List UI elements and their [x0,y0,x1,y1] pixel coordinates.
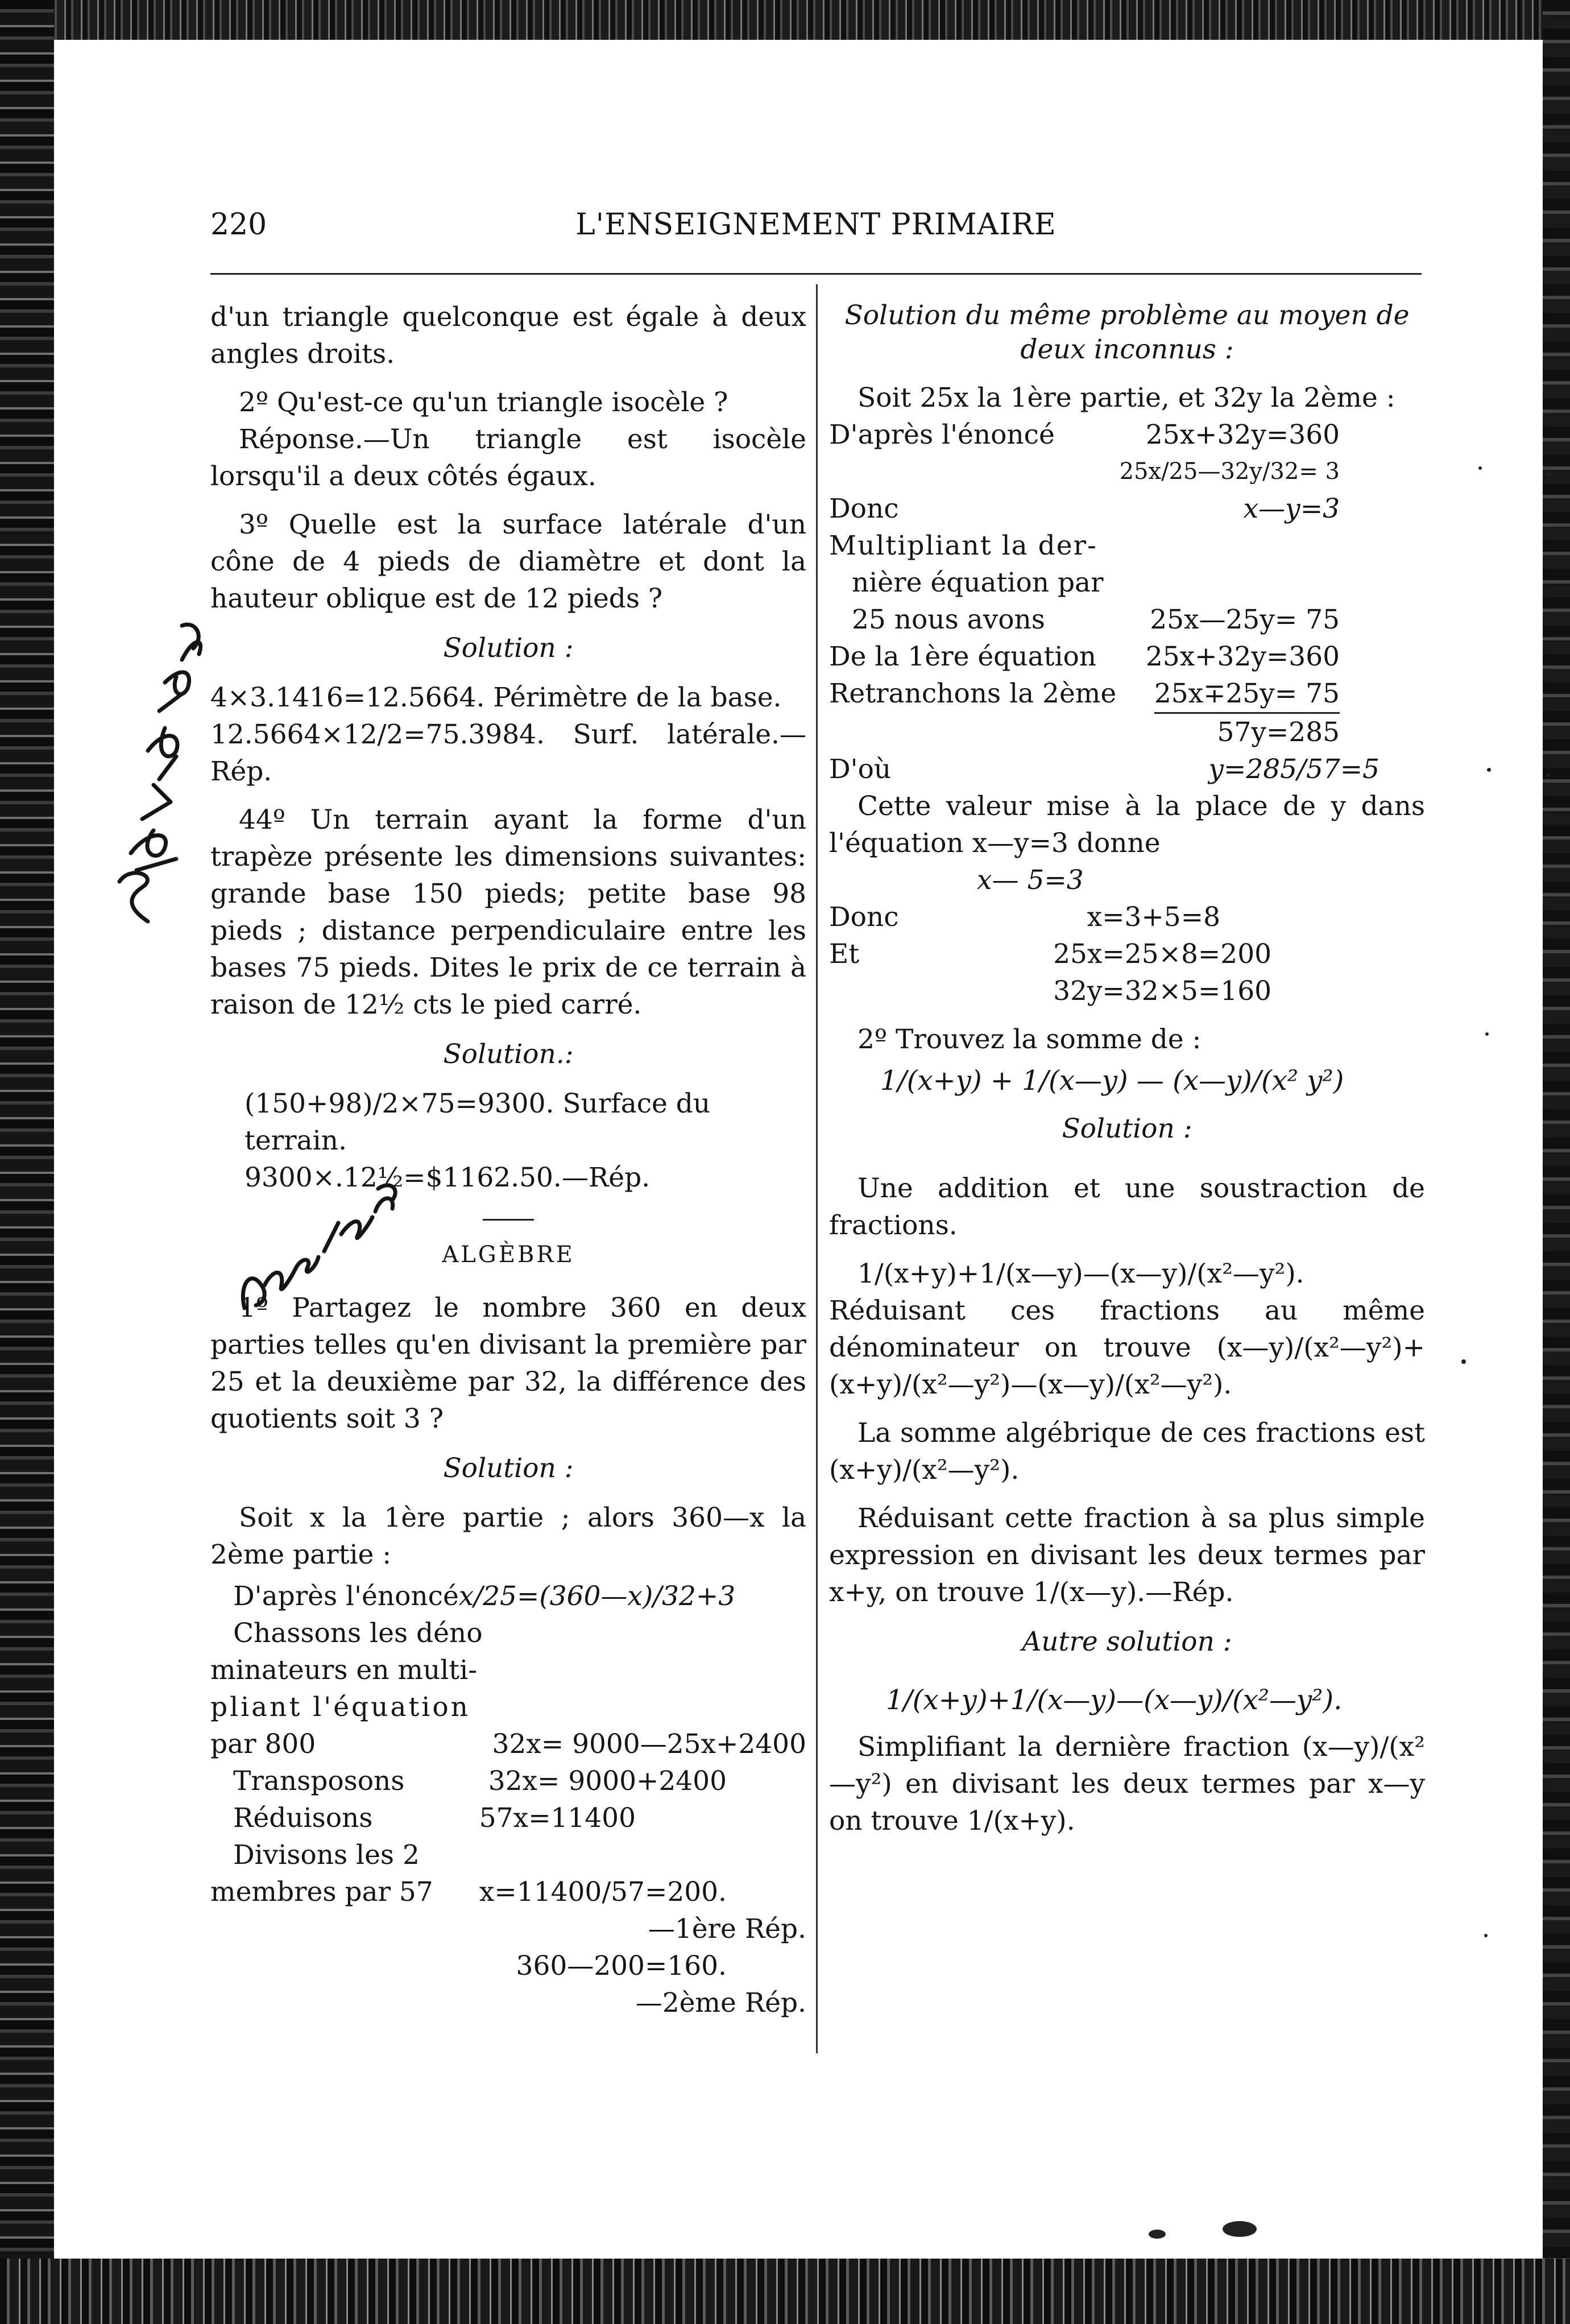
equation-label: Chassons les déno [233,1618,483,1649]
equation: 25x+32y=360 [1145,419,1340,450]
equation-label: Et [829,938,860,970]
equation: x=3+5=8 [1087,902,1220,933]
equation-row [829,899,1425,936]
equation: 32y=32×5=160 [1053,975,1271,1007]
answer-label: —2ème Rép. [635,1987,806,2019]
equation-label: Donc [829,902,899,933]
equation-row [829,936,1425,973]
equation-label: Retranchons la 2ème [829,678,1117,709]
equation: 32x= 9000+2400 [488,1765,727,1797]
equation-label: par 800 [210,1728,316,1760]
equation: y=285/57=5 [1208,754,1380,785]
ink-speck [1547,472,1551,477]
formula: 1/(x+y) + 1/(x—y) — (x—y)/(x² y²) [880,1065,1344,1097]
solution-heading: Autre solution : [1022,1626,1232,1657]
equation: x— 5=3 [977,865,1084,896]
solution-line: 9300×.12½=$1162.50.—Rép. [245,1162,651,1193]
formula: 1/(x+y)+1/(x—y)—(x—y)/(x²—y²). [886,1684,1343,1716]
ink-speck [1485,1032,1489,1036]
equation-label: membres par 57 [210,1876,433,1908]
handwritten-month-annotation [233,1172,404,1320]
page-header [210,208,1422,253]
equation-label: D'après l'énoncé [233,1581,459,1612]
running-title: L'ENSEIGNEMENT PRIMAIRE [575,208,1057,242]
equation-row [829,675,1425,714]
paragraph: La somme algébrique de ces fractions est (x+y)/(x²—y²). [829,1417,1425,1486]
equation-label: Réduisons [233,1802,373,1834]
ink-speck [1547,774,1550,777]
paragraph: d'un triangle quelconque est égale à deux angles droits. [210,301,806,370]
equation-row [210,1578,806,1615]
question-3: 3º Quelle est la surface latérale d'un cône de 4 pieds de diamètre et dont la hauteur oblique est de 12 pieds ? [210,509,806,614]
left-column [210,299,806,2021]
equation: 25x+32y=360 [1145,641,1340,672]
equation-label: nière équation par [852,567,1104,598]
ink-speck [1484,1934,1488,1937]
ink-speck [1461,1359,1466,1364]
equation-label: Divisons les 2 [233,1839,420,1871]
question-1: 1º Partagez le nombre 360 en deux parties telles qu'en divisant la première par 25 et la deuxième par 32, la différence des quotients soit 3 ? [210,1292,806,1434]
ink-speck [1478,466,1482,470]
equation: 360—200=160. [516,1950,727,1982]
equation: 57y=285 [1217,717,1340,748]
equation-label: De la 1ère équation [829,641,1097,672]
equation-row [829,416,1425,453]
equation: x=11400/57=200. [479,1876,727,1908]
section-title: ALGÈBRE [442,1242,575,1268]
solution-heading: Solution : [1062,1113,1192,1144]
equation-row [210,1800,806,1837]
scan-border-bottom [0,2259,1570,2324]
paragraph: Une addition et une soustraction de fractions. [829,1173,1425,1241]
equation-label: D'après l'énoncé [829,419,1055,450]
equation-row [210,1726,806,1763]
equation-row [829,751,1425,788]
separator-dash [483,1219,534,1221]
equation: 25x—25y= 75 [1150,604,1340,635]
page-number: 220 [210,208,267,242]
paragraph: Soit x la 1ère partie ; alors 360—x la 2ème partie : [210,1502,806,1570]
solution-heading: Solution du même problème au moyen de deux inconnus : [844,300,1410,365]
right-column [829,299,1425,1851]
answer-label: —1ère Rép. [648,1913,806,1945]
question-2: 2º Qu'est-ce qu'un triangle isocèle ? [239,387,728,418]
equation: 57x=11400 [479,1802,636,1834]
equation: 25x=25×8=200 [1053,938,1271,970]
paragraph: Réduisant cette fraction à sa plus simple expression en divisant les deux termes par x+y, on trouve 1/(x—y).—Rép. [829,1503,1425,1608]
equation: 25x∓25y= 75 [1154,675,1340,714]
question-44: 44º Un terrain ayant la forme d'un trapèze présente les dimensions suivantes: grande base 150 pieds; petite base 98 pieds ; distance perpendiculaire entre les bases 75 pieds. Dites le prix de ce terrain à raison de 12½ cts le pied carré. [210,804,806,1020]
equation: 32x= 9000—25x+2400 [492,1728,806,1760]
paragraph: Simplifiant la dernière fraction (x—y)/(x²—y²) en divisant les deux termes par x—y on trouve 1/(x+y). [829,1731,1425,1837]
solution-heading: Solution.: [443,1039,574,1070]
equation-row [829,601,1425,638]
solution-heading: Solution : [443,632,574,664]
equation-label: Donc [829,493,899,524]
scan-border-left [0,0,54,2324]
equation-label: D'où [829,754,892,785]
equation-label: Multipliant la der- [829,530,1097,561]
ink-speck [1487,768,1491,772]
paragraph: 1/(x+y)+1/(x—y)—(x—y)/(x²—y²). Réduisant ces fractions au même dénominateur on trouve (x—y)/(x²—y²)+(x+y)/(x²—y²)—(x—y)/(x²—y²). [829,1258,1425,1400]
question-2: 2º Trouvez la somme de : [858,1024,1202,1055]
ink-speck [1149,2230,1166,2239]
equation-label: Transposons [233,1765,405,1797]
paragraph: Soit 25x la 1ère partie, et 32y la 2ème : [858,382,1395,413]
equation-label: pliant l'équation [210,1692,470,1723]
scan-border-right [1543,0,1570,2324]
equation: 25x/25—32y/32= 3 [1119,458,1340,485]
equation-row [210,1874,806,1911]
handwritten-date-annotation [97,614,210,933]
paragraph: Cette valeur mise à la place de y dans l'équation x—y=3 donne [829,791,1425,859]
solution-line: 12.5664×12/2=75.3984. Surf. latérale.—Rép. [210,719,806,787]
equation-row [829,490,1425,527]
equation-row [829,638,1425,675]
equation-row [210,1763,806,1800]
solution-heading: Solution : [443,1453,574,1484]
header-rule [210,273,1422,275]
equation: x/25=(360—x)/32+3 [458,1581,736,1612]
solution-line: 4×3.1416=12.5664. Périmètre de la base. [210,682,782,713]
equation: x—y=3 [1243,493,1340,524]
scan-border-top [0,0,1570,40]
equation-label: minateurs en multi- [210,1655,478,1686]
column-divider [816,284,818,2053]
solution-line: (150+98)/2×75=9300. Surface du terrain. [245,1088,711,1156]
ink-speck [1223,2221,1257,2237]
answer-2: Réponse.—Un triangle est isocèle lorsqu'il a deux côtés égaux. [210,424,806,492]
equation-label: 25 nous avons [852,604,1045,635]
